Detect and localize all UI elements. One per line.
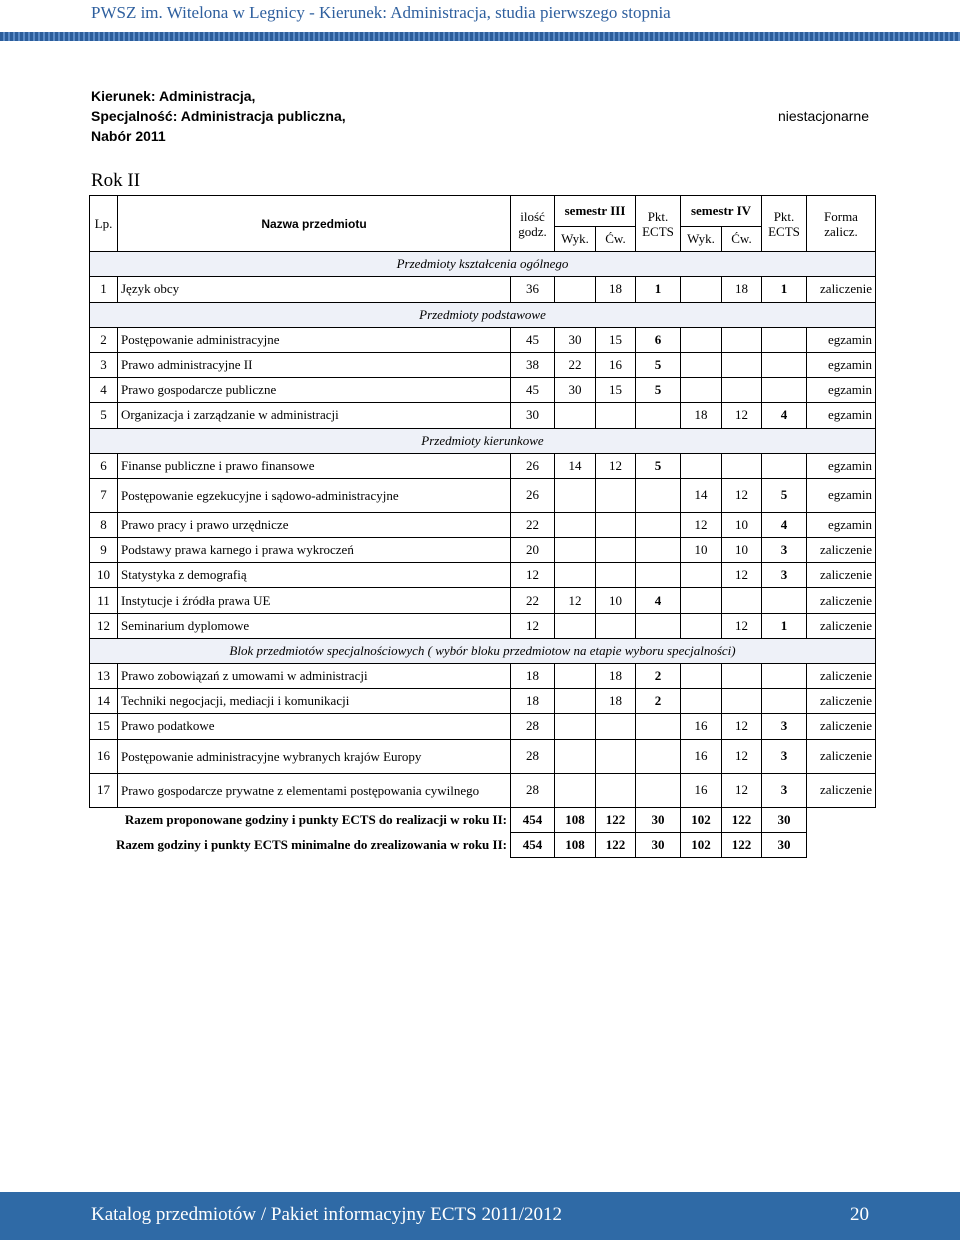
cell-c3 bbox=[596, 714, 636, 739]
total-blank bbox=[807, 832, 876, 857]
cell-e4: 3 bbox=[762, 739, 807, 773]
cell-f: zaliczenie bbox=[807, 563, 876, 588]
total-cell: 102 bbox=[681, 807, 722, 832]
cell-lp: 5 bbox=[90, 403, 118, 428]
cell-lp: 3 bbox=[90, 352, 118, 377]
cell-e4: 3 bbox=[762, 538, 807, 563]
cell-lp: 13 bbox=[90, 664, 118, 689]
total-cell: 122 bbox=[596, 807, 636, 832]
table-row bbox=[90, 277, 876, 302]
cell-e4 bbox=[762, 327, 807, 352]
table-row bbox=[90, 773, 876, 807]
cell-e4 bbox=[762, 352, 807, 377]
cell-w4: 14 bbox=[681, 478, 722, 512]
cell-e4 bbox=[762, 588, 807, 613]
cell-w4: 16 bbox=[681, 773, 722, 807]
cell-f: egzamin bbox=[807, 327, 876, 352]
cell-name: Finanse publiczne i prawo finansowe bbox=[118, 453, 511, 478]
cell-lp: 10 bbox=[90, 563, 118, 588]
cell-c4: 12 bbox=[722, 714, 762, 739]
cell-c4: 12 bbox=[722, 563, 762, 588]
cell-e4: 1 bbox=[762, 277, 807, 302]
cell-name: Prawo gospodarcze prywatne z elementami postępowania cywilnego bbox=[118, 773, 511, 807]
cell-h: 30 bbox=[511, 403, 555, 428]
total-cell: 122 bbox=[596, 832, 636, 857]
col-hours: ilość godz. bbox=[511, 196, 555, 252]
cell-w3 bbox=[555, 739, 596, 773]
cell-f: egzamin bbox=[807, 352, 876, 377]
cell-name: Podstawy prawa karnego i prawa wykroczeń bbox=[118, 538, 511, 563]
cell-w3 bbox=[555, 478, 596, 512]
cell-e4: 4 bbox=[762, 512, 807, 537]
cell-c4: 18 bbox=[722, 277, 762, 302]
cell-f: zaliczenie bbox=[807, 689, 876, 714]
cell-e3: 5 bbox=[636, 453, 681, 478]
cell-w3 bbox=[555, 403, 596, 428]
cell-h: 26 bbox=[511, 453, 555, 478]
cell-w4: 18 bbox=[681, 403, 722, 428]
cell-e3 bbox=[636, 739, 681, 773]
cell-h: 20 bbox=[511, 538, 555, 563]
cell-e3 bbox=[636, 563, 681, 588]
cell-f: zaliczenie bbox=[807, 277, 876, 302]
cell-c3: 18 bbox=[596, 277, 636, 302]
cell-name: Instytucje i źródła prawa UE bbox=[118, 588, 511, 613]
col-cw-4: Ćw. bbox=[722, 227, 762, 252]
cell-f: zaliczenie bbox=[807, 538, 876, 563]
table-row bbox=[90, 664, 876, 689]
cell-w3 bbox=[555, 714, 596, 739]
total-proposed-label: Razem proponowane godziny i punkty ECTS do realizacji w roku II: bbox=[124, 812, 507, 828]
cell-e3: 6 bbox=[636, 327, 681, 352]
cell-lp: 12 bbox=[90, 613, 118, 638]
cell-h: 18 bbox=[511, 689, 555, 714]
cell-f: egzamin bbox=[807, 478, 876, 512]
col-semester-4: semestr IV bbox=[681, 196, 762, 227]
table-row bbox=[90, 478, 876, 512]
rows-group bbox=[90, 664, 876, 808]
total-row-minimum bbox=[90, 832, 876, 857]
cell-f: zaliczenie bbox=[807, 588, 876, 613]
cell-f: egzamin bbox=[807, 512, 876, 537]
cell-lp: 2 bbox=[90, 327, 118, 352]
cell-e4: 4 bbox=[762, 403, 807, 428]
cell-c3 bbox=[596, 538, 636, 563]
year-heading: Rok II bbox=[91, 170, 141, 191]
cell-w4 bbox=[681, 453, 722, 478]
cell-c3 bbox=[596, 512, 636, 537]
cell-w4 bbox=[681, 588, 722, 613]
section-row bbox=[90, 638, 876, 663]
cell-e3: 4 bbox=[636, 588, 681, 613]
page-footer bbox=[0, 1192, 960, 1240]
cell-h: 22 bbox=[511, 512, 555, 537]
cell-w3: 22 bbox=[555, 352, 596, 377]
cell-w4: 16 bbox=[681, 714, 722, 739]
cell-f: egzamin bbox=[807, 378, 876, 403]
table-row bbox=[90, 352, 876, 377]
cell-c4 bbox=[722, 588, 762, 613]
cell-f: zaliczenie bbox=[807, 613, 876, 638]
cell-c3: 18 bbox=[596, 664, 636, 689]
cell-lp: 9 bbox=[90, 538, 118, 563]
cell-e3 bbox=[636, 512, 681, 537]
footer-catalog: Katalog przedmiotów / Pakiet informacyjny ECTS 2011/2012 bbox=[91, 1204, 563, 1225]
cell-c4: 12 bbox=[722, 403, 762, 428]
page-header bbox=[0, 0, 960, 42]
cell-lp: 15 bbox=[90, 714, 118, 739]
cell-e3 bbox=[636, 613, 681, 638]
cell-w3 bbox=[555, 689, 596, 714]
cell-e4: 3 bbox=[762, 773, 807, 807]
cell-w4 bbox=[681, 352, 722, 377]
cell-c3: 15 bbox=[596, 378, 636, 403]
cell-e3: 5 bbox=[636, 352, 681, 377]
cell-e3 bbox=[636, 403, 681, 428]
cell-lp: 11 bbox=[90, 588, 118, 613]
total-cell: 30 bbox=[636, 832, 681, 857]
table-row bbox=[90, 613, 876, 638]
cell-lp: 8 bbox=[90, 512, 118, 537]
cell-e3 bbox=[636, 478, 681, 512]
curriculum-table bbox=[89, 195, 876, 858]
cell-h: 28 bbox=[511, 773, 555, 807]
cell-c3: 15 bbox=[596, 327, 636, 352]
cell-w3 bbox=[555, 613, 596, 638]
section-general: Przedmioty kształcenia ogólnego bbox=[90, 252, 876, 277]
cell-name: Postępowanie egzekucyjne i sądowo-administracyjne bbox=[118, 478, 511, 512]
cell-w3 bbox=[555, 563, 596, 588]
cell-w3: 30 bbox=[555, 327, 596, 352]
header-stripe bbox=[0, 32, 960, 41]
cell-name: Prawo administracyjne II bbox=[118, 352, 511, 377]
cell-c3: 18 bbox=[596, 689, 636, 714]
col-ects-3: Pkt. ECTS bbox=[636, 196, 681, 252]
cell-f: zaliczenie bbox=[807, 739, 876, 773]
cell-c4: 12 bbox=[722, 478, 762, 512]
section-row bbox=[90, 302, 876, 327]
cell-c4: 10 bbox=[722, 538, 762, 563]
total-cell: 108 bbox=[555, 807, 596, 832]
table-row bbox=[90, 588, 876, 613]
cell-lp: 4 bbox=[90, 378, 118, 403]
cell-e4 bbox=[762, 453, 807, 478]
cell-lp: 7 bbox=[90, 478, 118, 512]
section-specialization: Blok przedmiotów specjalnościowych ( wybór bloku przedmiotow na etapie wyboru specjalności) bbox=[90, 638, 876, 663]
table-row bbox=[90, 403, 876, 428]
col-ects-4: Pkt. ECTS bbox=[762, 196, 807, 252]
cell-name: Postępowanie administracyjne bbox=[118, 327, 511, 352]
cell-h: 12 bbox=[511, 563, 555, 588]
cell-c3 bbox=[596, 563, 636, 588]
cell-name: Postępowanie administracyjne wybranych krajów Europy bbox=[118, 739, 511, 773]
cell-w4: 10 bbox=[681, 538, 722, 563]
section-major: Przedmioty kierunkowe bbox=[90, 428, 876, 453]
total-row-proposed bbox=[90, 807, 876, 832]
total-cell: 454 bbox=[511, 807, 555, 832]
cell-h: 18 bbox=[511, 664, 555, 689]
cell-f: zaliczenie bbox=[807, 773, 876, 807]
cell-e4: 1 bbox=[762, 613, 807, 638]
cell-h: 45 bbox=[511, 327, 555, 352]
table-row bbox=[90, 538, 876, 563]
cell-w3 bbox=[555, 512, 596, 537]
col-cw-3: Ćw. bbox=[596, 227, 636, 252]
cell-w4 bbox=[681, 613, 722, 638]
intake: Nabór 2011 bbox=[91, 128, 166, 144]
cell-w4 bbox=[681, 689, 722, 714]
cell-h: 36 bbox=[511, 277, 555, 302]
cell-c3 bbox=[596, 403, 636, 428]
cell-c3: 16 bbox=[596, 352, 636, 377]
col-name: Nazwa przedmiotu bbox=[118, 196, 511, 252]
cell-f: egzamin bbox=[807, 453, 876, 478]
total-cell: 454 bbox=[511, 832, 555, 857]
cell-lp: 6 bbox=[90, 453, 118, 478]
cell-c3 bbox=[596, 773, 636, 807]
cell-w4 bbox=[681, 327, 722, 352]
rows-group bbox=[90, 453, 876, 638]
total-cell: 30 bbox=[762, 832, 807, 857]
col-wyk-3: Wyk. bbox=[555, 227, 596, 252]
col-semester-3: semestr III bbox=[555, 196, 636, 227]
total-cell: 30 bbox=[636, 807, 681, 832]
cell-c3 bbox=[596, 478, 636, 512]
cell-w3 bbox=[555, 277, 596, 302]
cell-name: Prawo gospodarcze publiczne bbox=[118, 378, 511, 403]
specialization: Specjalność: Administracja publiczna, bbox=[91, 108, 346, 124]
cell-name: Techniki negocjacji, mediacji i komunikacji bbox=[118, 689, 511, 714]
table-row bbox=[90, 327, 876, 352]
cell-c4 bbox=[722, 689, 762, 714]
table-header-row bbox=[90, 196, 876, 227]
section-row bbox=[90, 252, 876, 277]
cell-w3 bbox=[555, 538, 596, 563]
cell-w3 bbox=[555, 773, 596, 807]
cell-h: 28 bbox=[511, 714, 555, 739]
table-row bbox=[90, 453, 876, 478]
cell-name: Seminarium dyplomowe bbox=[118, 613, 511, 638]
cell-e4 bbox=[762, 689, 807, 714]
table-row bbox=[90, 378, 876, 403]
cell-e4: 5 bbox=[762, 478, 807, 512]
cell-e3 bbox=[636, 773, 681, 807]
section-basic: Przedmioty podstawowe bbox=[90, 302, 876, 327]
cell-h: 22 bbox=[511, 588, 555, 613]
col-wyk-4: Wyk. bbox=[681, 227, 722, 252]
table-row bbox=[90, 739, 876, 773]
cell-w3: 12 bbox=[555, 588, 596, 613]
page-number: 20 bbox=[850, 1204, 869, 1225]
cell-name: Język obcy bbox=[118, 277, 511, 302]
cell-e4: 3 bbox=[762, 714, 807, 739]
cell-w3 bbox=[555, 664, 596, 689]
table-row bbox=[90, 512, 876, 537]
cell-c3: 10 bbox=[596, 588, 636, 613]
field-of-study: Kierunek: Administracja, bbox=[91, 88, 256, 104]
cell-e3 bbox=[636, 714, 681, 739]
cell-name: Organizacja i zarządzanie w administracji bbox=[118, 403, 511, 428]
rows-group bbox=[90, 277, 876, 302]
cell-c4: 12 bbox=[722, 613, 762, 638]
cell-h: 26 bbox=[511, 478, 555, 512]
section-row bbox=[90, 428, 876, 453]
cell-c4: 10 bbox=[722, 512, 762, 537]
table-row bbox=[90, 689, 876, 714]
cell-w3: 30 bbox=[555, 378, 596, 403]
cell-c4: 12 bbox=[722, 773, 762, 807]
total-cell: 30 bbox=[762, 807, 807, 832]
total-cell: 122 bbox=[722, 807, 762, 832]
cell-h: 45 bbox=[511, 378, 555, 403]
cell-f: egzamin bbox=[807, 403, 876, 428]
cell-h: 38 bbox=[511, 352, 555, 377]
cell-f: zaliczenie bbox=[807, 714, 876, 739]
cell-name: Prawo pracy i prawo urzędnicze bbox=[118, 512, 511, 537]
cell-name: Prawo podatkowe bbox=[118, 714, 511, 739]
cell-e3: 2 bbox=[636, 689, 681, 714]
total-cell: 122 bbox=[722, 832, 762, 857]
table-row bbox=[90, 563, 876, 588]
cell-e4: 3 bbox=[762, 563, 807, 588]
cell-e4 bbox=[762, 664, 807, 689]
cell-c4 bbox=[722, 378, 762, 403]
total-cell: 102 bbox=[681, 832, 722, 857]
cell-e3: 5 bbox=[636, 378, 681, 403]
cell-h: 12 bbox=[511, 613, 555, 638]
cell-w4 bbox=[681, 277, 722, 302]
table-row bbox=[90, 714, 876, 739]
cell-f: zaliczenie bbox=[807, 664, 876, 689]
cell-c4 bbox=[722, 352, 762, 377]
col-lp: Lp. bbox=[90, 196, 118, 252]
cell-name: Prawo zobowiązań z umowami w administracji bbox=[118, 664, 511, 689]
cell-c4: 12 bbox=[722, 739, 762, 773]
cell-c4 bbox=[722, 664, 762, 689]
cell-h: 28 bbox=[511, 739, 555, 773]
cell-w3: 14 bbox=[555, 453, 596, 478]
cell-lp: 1 bbox=[90, 277, 118, 302]
cell-e3: 1 bbox=[636, 277, 681, 302]
col-form: Forma zalicz. bbox=[807, 196, 876, 252]
cell-e3 bbox=[636, 538, 681, 563]
cell-c3 bbox=[596, 739, 636, 773]
total-blank bbox=[807, 807, 876, 832]
cell-w4: 12 bbox=[681, 512, 722, 537]
cell-lp: 16 bbox=[90, 739, 118, 773]
cell-lp: 17 bbox=[90, 773, 118, 807]
cell-c3: 12 bbox=[596, 453, 636, 478]
document-title: PWSZ im. Witelona w Legnicy - Kierunek: Administracja, studia pierwszego stopnia bbox=[91, 3, 671, 22]
cell-w4 bbox=[681, 664, 722, 689]
study-mode: niestacjonarne bbox=[777, 108, 869, 124]
cell-e3: 2 bbox=[636, 664, 681, 689]
cell-lp: 14 bbox=[90, 689, 118, 714]
cell-w4: 16 bbox=[681, 739, 722, 773]
total-cell: 108 bbox=[555, 832, 596, 857]
cell-name: Statystyka z demografią bbox=[118, 563, 511, 588]
cell-c4 bbox=[722, 327, 762, 352]
cell-w4 bbox=[681, 378, 722, 403]
cell-e4 bbox=[762, 378, 807, 403]
rows-group bbox=[90, 327, 876, 428]
cell-c4 bbox=[722, 453, 762, 478]
cell-c3 bbox=[596, 613, 636, 638]
total-minimum-label: Razem godziny i punkty ECTS minimalne do zrealizowania w roku II: bbox=[115, 837, 507, 853]
cell-w4 bbox=[681, 563, 722, 588]
